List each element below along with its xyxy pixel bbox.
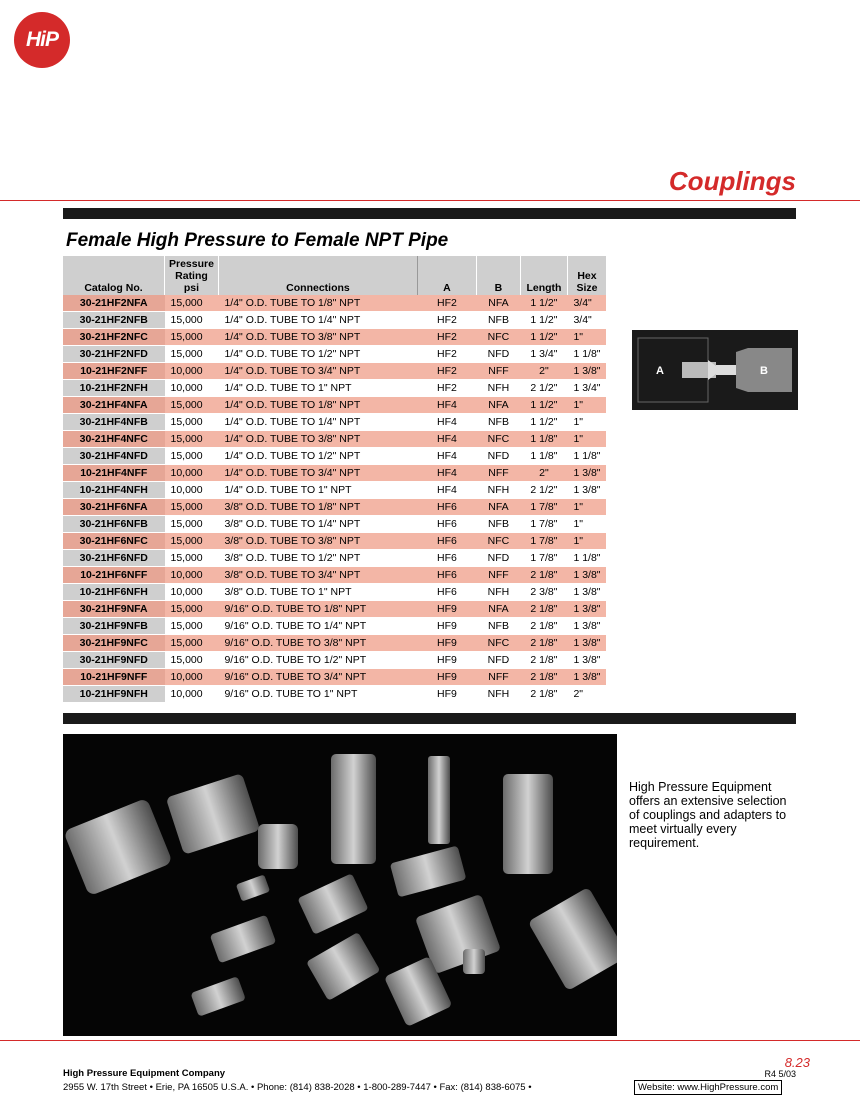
cell-cat: 30-21HF9NFD: [63, 652, 165, 669]
cell-conn: 1/4" O.D. TUBE TO 1" NPT: [218, 380, 417, 397]
cell-len: 1 1/2": [520, 312, 567, 329]
cell-hex: 3/4": [567, 312, 606, 329]
cell-a: HF4: [417, 482, 476, 499]
cell-b: NFB: [476, 414, 520, 431]
cell-b: NFC: [476, 329, 520, 346]
table-row: [63, 329, 606, 346]
cell-hex: 1 1/8": [567, 346, 606, 363]
table-row: [63, 652, 606, 669]
cell-cat: 30-21HF2NFA: [63, 295, 165, 312]
revision-text: R4 5/03: [764, 1069, 796, 1079]
cell-conn: 1/4" O.D. TUBE TO 1/2" NPT: [218, 448, 417, 465]
cell-cat: 30-21HF2NFD: [63, 346, 165, 363]
cell-a: HF9: [417, 669, 476, 686]
cell-cat: 10-21HF6NFF: [63, 567, 165, 584]
cell-a: HF4: [417, 448, 476, 465]
cell-conn: 1/4" O.D. TUBE TO 1/8" NPT: [218, 295, 417, 312]
table-row: [63, 567, 606, 584]
cell-cat: 30-21HF4NFC: [63, 431, 165, 448]
cell-conn: 3/8" O.D. TUBE TO 1" NPT: [218, 584, 417, 601]
cell-conn: 9/16" O.D. TUBE TO 3/4" NPT: [218, 669, 417, 686]
cell-b: NFC: [476, 431, 520, 448]
cell-psi: 10,000: [165, 584, 219, 601]
table-row: [63, 516, 606, 533]
cell-b: NFH: [476, 584, 520, 601]
cell-conn: 1/4" O.D. TUBE TO 1/4" NPT: [218, 414, 417, 431]
cell-b: NFD: [476, 652, 520, 669]
cell-len: 1 1/8": [520, 431, 567, 448]
table-row: [63, 465, 606, 482]
cell-cat: 30-21HF9NFB: [63, 618, 165, 635]
cell-hex: 3/4": [567, 295, 606, 312]
cell-cat: 30-21HF9NFC: [63, 635, 165, 652]
cell-hex: 1 3/8": [567, 465, 606, 482]
table-row: [63, 397, 606, 414]
table-row: [63, 601, 606, 618]
cell-cat: 30-21HF4NFB: [63, 414, 165, 431]
table-row: [63, 380, 606, 397]
cell-cat: 30-21HF6NFD: [63, 550, 165, 567]
cell-len: 1 7/8": [520, 516, 567, 533]
cell-hex: 1": [567, 431, 606, 448]
cell-b: NFA: [476, 499, 520, 516]
cell-b: NFD: [476, 448, 520, 465]
company-name: High Pressure Equipment Company: [63, 1068, 226, 1079]
cell-psi: 15,000: [165, 312, 219, 329]
cell-psi: 10,000: [165, 465, 219, 482]
cell-b: NFH: [476, 380, 520, 397]
cell-a: HF6: [417, 584, 476, 601]
cell-conn: 9/16" O.D. TUBE TO 1/8" NPT: [218, 601, 417, 618]
cell-cat: 30-21HF4NFD: [63, 448, 165, 465]
cell-b: NFA: [476, 295, 520, 312]
cell-psi: 15,000: [165, 601, 219, 618]
cell-b: NFF: [476, 363, 520, 380]
description-text: High Pressure Equipment offers an extensive selection of couplings and adapters to meet virtually every requirement.: [629, 780, 787, 850]
cell-hex: 1": [567, 516, 606, 533]
cell-b: NFD: [476, 346, 520, 363]
cell-a: HF9: [417, 618, 476, 635]
cell-hex: 1 3/8": [567, 669, 606, 686]
cell-a: HF4: [417, 431, 476, 448]
cell-a: HF9: [417, 652, 476, 669]
cell-psi: 10,000: [165, 567, 219, 584]
page-number: 8.23: [784, 1055, 810, 1070]
cell-hex: 1 1/8": [567, 448, 606, 465]
table-row: [63, 363, 606, 380]
cell-hex: 1 3/8": [567, 482, 606, 499]
coupling-diagram: [632, 330, 798, 410]
cell-b: NFA: [476, 397, 520, 414]
cell-hex: 1": [567, 533, 606, 550]
cell-psi: 15,000: [165, 618, 219, 635]
table-row: [63, 482, 606, 499]
cell-conn: 1/4" O.D. TUBE TO 1/2" NPT: [218, 346, 417, 363]
cell-b: NFF: [476, 567, 520, 584]
cell-a: HF2: [417, 380, 476, 397]
header-connections: Connections: [218, 256, 417, 295]
cell-conn: 9/16" O.D. TUBE TO 1/2" NPT: [218, 652, 417, 669]
cell-hex: 2": [567, 686, 606, 703]
cell-psi: 15,000: [165, 448, 219, 465]
cell-len: 1 3/4": [520, 346, 567, 363]
cell-hex: 1 3/8": [567, 601, 606, 618]
cell-conn: 9/16" O.D. TUBE TO 3/8" NPT: [218, 635, 417, 652]
cell-len: 2 1/2": [520, 482, 567, 499]
cell-a: HF2: [417, 346, 476, 363]
table-row: [63, 686, 606, 703]
cell-a: HF9: [417, 635, 476, 652]
cell-hex: 1": [567, 397, 606, 414]
cell-len: 2": [520, 465, 567, 482]
header-catalog: Catalog No.: [63, 256, 165, 295]
table-row: [63, 499, 606, 516]
cell-hex: 1 3/8": [567, 363, 606, 380]
cell-len: 2 1/8": [520, 618, 567, 635]
table-row: [63, 584, 606, 601]
cell-len: 1 1/2": [520, 295, 567, 312]
cell-len: 2 1/8": [520, 601, 567, 618]
cell-len: 2 1/8": [520, 686, 567, 703]
cell-len: 1 1/2": [520, 329, 567, 346]
cell-len: 2 1/8": [520, 669, 567, 686]
cell-psi: 15,000: [165, 652, 219, 669]
table-row: [63, 312, 606, 329]
table-title: Female High Pressure to Female NPT Pipe: [66, 230, 449, 251]
cell-hex: 1": [567, 414, 606, 431]
mid-divider: [63, 713, 796, 724]
cell-psi: 15,000: [165, 295, 219, 312]
logo-text: HiP: [25, 28, 58, 51]
website-link[interactable]: Website: www.HighPressure.com: [634, 1080, 782, 1095]
cell-conn: 1/4" O.D. TUBE TO 1/4" NPT: [218, 312, 417, 329]
table-row: [63, 618, 606, 635]
cell-conn: 3/8" O.D. TUBE TO 3/8" NPT: [218, 533, 417, 550]
cell-len: 2 1/8": [520, 652, 567, 669]
cell-conn: 3/8" O.D. TUBE TO 3/4" NPT: [218, 567, 417, 584]
table-row: [63, 550, 606, 567]
cell-conn: 1/4" O.D. TUBE TO 1" NPT: [218, 482, 417, 499]
cell-hex: 1 3/4": [567, 380, 606, 397]
cell-len: 2 1/8": [520, 635, 567, 652]
table-row: [63, 533, 606, 550]
cell-hex: 1 3/8": [567, 618, 606, 635]
cell-b: NFF: [476, 465, 520, 482]
cell-psi: 10,000: [165, 380, 219, 397]
cell-cat: 10-21HF2NFF: [63, 363, 165, 380]
top-divider: [63, 208, 796, 219]
cell-b: NFH: [476, 686, 520, 703]
cell-conn: 1/4" O.D. TUBE TO 3/8" NPT: [218, 431, 417, 448]
cell-b: NFB: [476, 618, 520, 635]
cell-conn: 3/8" O.D. TUBE TO 1/8" NPT: [218, 499, 417, 516]
cell-a: HF4: [417, 465, 476, 482]
cell-psi: 10,000: [165, 686, 219, 703]
header-b: B: [476, 256, 520, 295]
cell-a: HF4: [417, 397, 476, 414]
cell-conn: 9/16" O.D. TUBE TO 1/4" NPT: [218, 618, 417, 635]
cell-b: NFF: [476, 669, 520, 686]
cell-cat: 30-21HF2NFB: [63, 312, 165, 329]
cell-conn: 1/4" O.D. TUBE TO 1/8" NPT: [218, 397, 417, 414]
cell-len: 1 1/8": [520, 448, 567, 465]
cell-conn: 1/4" O.D. TUBE TO 3/4" NPT: [218, 363, 417, 380]
cell-cat: 30-21HF6NFC: [63, 533, 165, 550]
cell-psi: 10,000: [165, 363, 219, 380]
cell-b: NFA: [476, 601, 520, 618]
cell-len: 2 3/8": [520, 584, 567, 601]
cell-cat: 10-21HF9NFH: [63, 686, 165, 703]
cell-len: 2": [520, 363, 567, 380]
section-title: Couplings: [668, 166, 796, 196]
cell-a: HF9: [417, 601, 476, 618]
cell-cat: 10-21HF2NFH: [63, 380, 165, 397]
header-rule: [0, 200, 860, 201]
table-row: [63, 669, 606, 686]
cell-psi: 15,000: [165, 397, 219, 414]
cell-a: HF6: [417, 533, 476, 550]
cell-a: HF2: [417, 295, 476, 312]
cell-b: NFC: [476, 635, 520, 652]
company-logo: [14, 12, 70, 68]
cell-b: NFC: [476, 533, 520, 550]
cell-len: 2 1/8": [520, 567, 567, 584]
diagram-label-b: B: [760, 365, 768, 377]
cell-cat: 30-21HF6NFA: [63, 499, 165, 516]
diagram-label-a: A: [656, 365, 664, 377]
cell-hex: 1 3/8": [567, 635, 606, 652]
cell-len: 2 1/2": [520, 380, 567, 397]
cell-psi: 10,000: [165, 482, 219, 499]
header-a: A: [417, 256, 476, 295]
table-row: [63, 346, 606, 363]
cell-a: HF6: [417, 567, 476, 584]
cell-len: 1 1/2": [520, 397, 567, 414]
cell-conn: 1/4" O.D. TUBE TO 3/8" NPT: [218, 329, 417, 346]
table-body: [63, 295, 606, 703]
cell-cat: 30-21HF6NFB: [63, 516, 165, 533]
couplings-table: [63, 256, 607, 703]
header-length: Length: [520, 256, 567, 295]
cell-hex: 1": [567, 499, 606, 516]
cell-b: NFB: [476, 312, 520, 329]
cell-a: HF2: [417, 312, 476, 329]
cell-b: NFH: [476, 482, 520, 499]
table-row: [63, 295, 606, 312]
cell-len: 1 7/8": [520, 533, 567, 550]
cell-psi: 15,000: [165, 550, 219, 567]
cell-b: NFD: [476, 550, 520, 567]
cell-cat: 10-21HF4NFH: [63, 482, 165, 499]
cell-psi: 15,000: [165, 346, 219, 363]
cell-cat: 30-21HF2NFC: [63, 329, 165, 346]
cell-a: HF2: [417, 329, 476, 346]
table-row: [63, 431, 606, 448]
cell-a: HF9: [417, 686, 476, 703]
header-pressure: Pressure Rating psi: [165, 256, 219, 295]
cell-hex: 1": [567, 329, 606, 346]
cell-len: 1 1/2": [520, 414, 567, 431]
cell-hex: 1 3/8": [567, 652, 606, 669]
cell-conn: 9/16" O.D. TUBE TO 1" NPT: [218, 686, 417, 703]
cell-psi: 15,000: [165, 329, 219, 346]
cell-psi: 10,000: [165, 669, 219, 686]
cell-cat: 30-21HF9NFA: [63, 601, 165, 618]
table-row: [63, 414, 606, 431]
cell-len: 1 7/8": [520, 550, 567, 567]
cell-psi: 15,000: [165, 533, 219, 550]
cell-psi: 15,000: [165, 635, 219, 652]
cell-cat: 10-21HF4NFF: [63, 465, 165, 482]
cell-psi: 15,000: [165, 414, 219, 431]
cell-a: HF4: [417, 414, 476, 431]
product-photo: [63, 734, 617, 1036]
cell-a: HF6: [417, 499, 476, 516]
cell-conn: 1/4" O.D. TUBE TO 3/4" NPT: [218, 465, 417, 482]
company-address: 2955 W. 17th Street • Erie, PA 16505 U.S.A. • Phone: (814) 838-2028 • 1-800-289-7447 • Fax: (814) 838-6075 •: [63, 1082, 532, 1093]
cell-psi: 15,000: [165, 431, 219, 448]
cell-hex: 1 3/8": [567, 567, 606, 584]
cell-conn: 3/8" O.D. TUBE TO 1/2" NPT: [218, 550, 417, 567]
header-hex: Hex Size: [567, 256, 606, 295]
table-row: [63, 635, 606, 652]
cell-b: NFB: [476, 516, 520, 533]
cell-psi: 15,000: [165, 499, 219, 516]
cell-a: HF6: [417, 516, 476, 533]
table-header-row: [63, 256, 606, 295]
cell-hex: 1 3/8": [567, 584, 606, 601]
cell-hex: 1 1/8": [567, 550, 606, 567]
footer-rule: [0, 1040, 860, 1041]
cell-cat: 30-21HF4NFA: [63, 397, 165, 414]
cell-cat: 10-21HF9NFF: [63, 669, 165, 686]
cell-len: 1 7/8": [520, 499, 567, 516]
cell-a: HF6: [417, 550, 476, 567]
cell-cat: 10-21HF6NFH: [63, 584, 165, 601]
cell-psi: 15,000: [165, 516, 219, 533]
cell-conn: 3/8" O.D. TUBE TO 1/4" NPT: [218, 516, 417, 533]
cell-a: HF2: [417, 363, 476, 380]
table-row: [63, 448, 606, 465]
